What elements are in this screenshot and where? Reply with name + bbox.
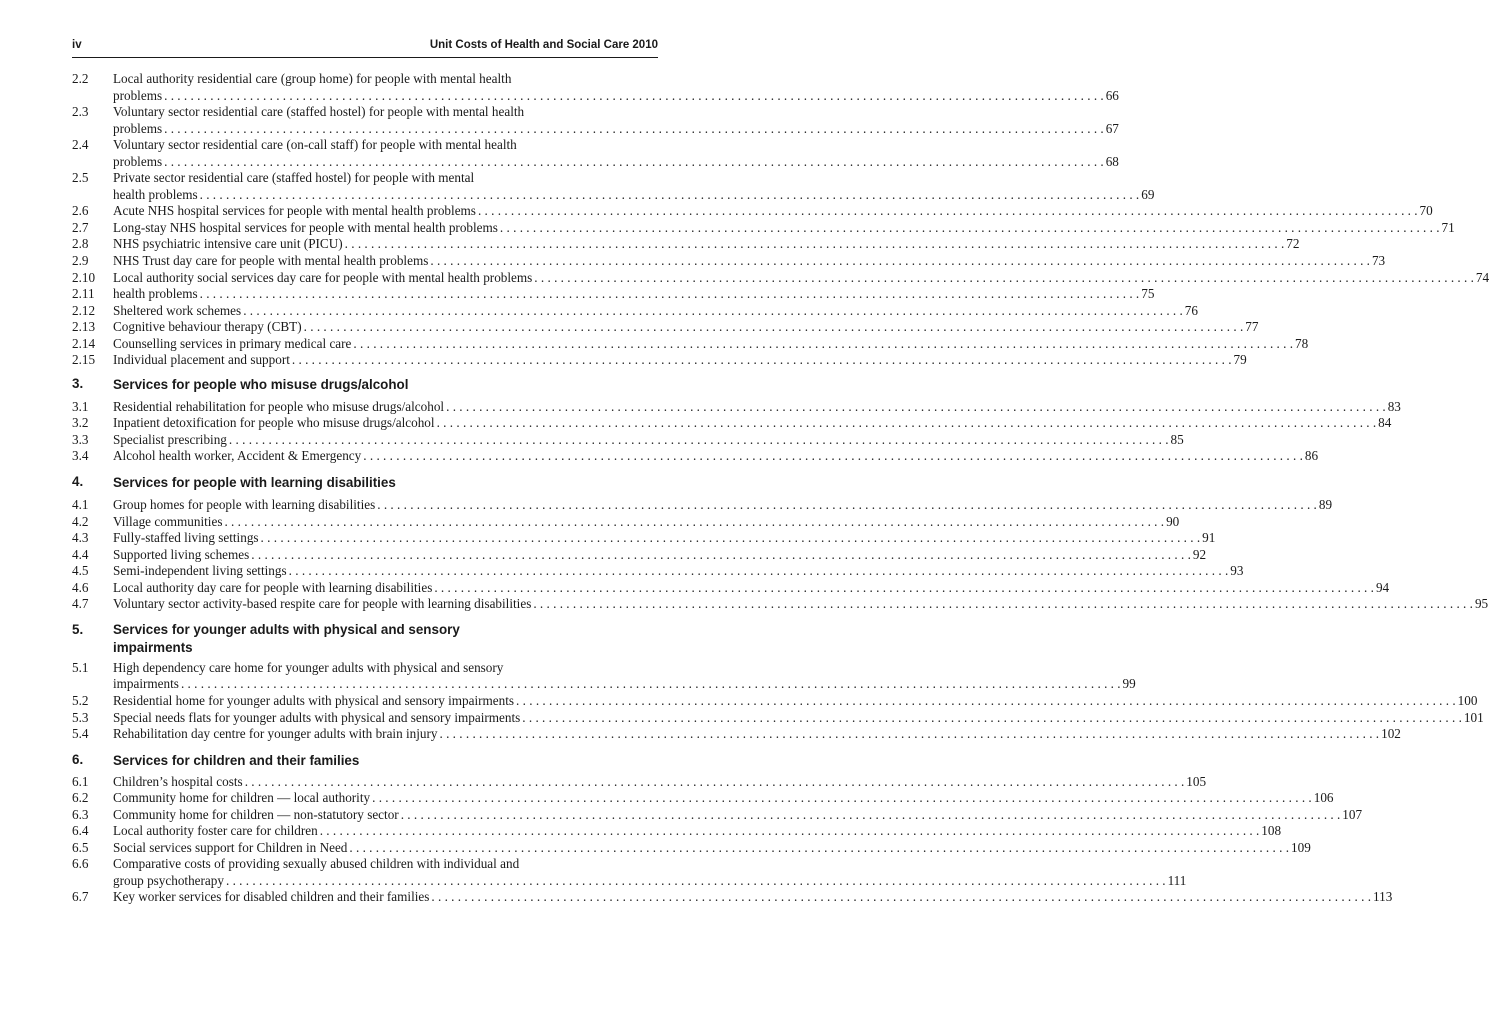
toc-entry[interactable] [72,415,1392,432]
entry-title-line: Comparative costs of providing sexually abused children with individual and [113,856,520,872]
entry-page: 89 [1318,497,1333,513]
toc-entry[interactable] [72,497,1333,514]
dot-leader [429,889,1373,906]
toc-entry[interactable] [72,269,1489,287]
entry-title-line: Local authority residential care (group home) for people with mental health [113,71,512,86]
section-title: Services for children and their families [113,752,360,768]
entry-page: 70 [1419,203,1433,219]
entry-title: Sheltered work schemes [113,302,242,318]
entry-title: Group homes for people with learning disabilities [113,497,376,513]
entry-number: 3.2 [72,415,89,431]
entry-number: 2.13 [72,319,96,335]
entry-page: 86 [1304,448,1319,464]
entry-page: 105 [1186,773,1207,789]
dot-leader [432,580,1376,597]
entry-number: 4.2 [72,513,89,529]
dot-leader [532,270,1476,287]
entry-page: 90 [1166,513,1180,529]
toc-entry[interactable] [72,319,1259,336]
entry-number: 5.3 [72,709,89,725]
toc-entry[interactable] [72,137,1119,170]
dot-leader [179,676,1123,693]
section-title-line: impairments [113,639,193,655]
entry-title: health problems [113,186,198,202]
dot-leader [343,236,1287,253]
dot-leader [243,774,1187,791]
dot-leader [520,710,1464,727]
dot-leader [162,154,1106,171]
toc-entry[interactable] [72,335,1309,353]
toc-entry[interactable] [72,889,1393,906]
toc-entry[interactable] [72,104,1119,137]
entry-page: 83 [1387,398,1401,414]
entry-page: 100 [1457,692,1478,708]
toc-entry[interactable] [72,579,1390,597]
entry-title: group psychotherapy [113,872,224,888]
entry-title: Social services support for Children in Need [113,839,348,855]
entry-page: 95 [1474,596,1489,612]
entry-page: 78 [1295,335,1309,351]
entry-number: 2.4 [72,137,89,153]
entry-page: 66 [1105,87,1119,103]
entry-number: 2.12 [72,302,96,318]
entry-title: Community home for children — local authority [113,790,371,806]
entry-title: Local authority day care for people with learning disabilities [113,579,433,595]
entry-page: 101 [1463,709,1484,725]
entry-page: 84 [1378,415,1392,431]
entry-title: Inpatient detoxification for people who misuse drugs/alcohol [113,415,435,431]
entry-number: 2.11 [72,286,95,302]
dot-leader [318,823,1262,840]
entry-title: Residential home for younger adults with physical and sensory impairments [113,692,515,708]
entry-page: 113 [1373,889,1393,905]
toc-entry[interactable] [72,773,1207,791]
toc-entry[interactable] [72,530,1216,547]
toc-entry[interactable] [72,219,1455,237]
entry-title: Local authority foster care for children [113,823,318,839]
entry-page: 68 [1105,153,1119,169]
entry-title-line: Voluntary sector residential care (on-call staff) for people with mental health [113,137,517,153]
entry-page: 99 [1122,676,1136,692]
toc-entry[interactable] [72,431,1184,449]
toc-entry[interactable] [72,806,1363,824]
entry-page: 106 [1313,790,1334,806]
dot-leader [498,220,1442,237]
entry-number: 5.4 [72,726,89,742]
entry-number: 2.6 [72,203,89,219]
dot-leader [476,203,1420,220]
entry-number: 6.3 [72,806,89,822]
section-title: Services for people with learning disabilities [113,475,396,491]
toc-entry[interactable] [72,236,1300,253]
entry-title: Supported living schemes [113,546,250,562]
entry-number: 4.3 [72,530,89,546]
dot-leader [531,596,1475,613]
dot-leader [361,448,1305,465]
entry-title: Acute NHS hospital services for people with mental health problems [113,203,476,219]
dot-leader [198,187,1142,204]
entry-number: 6.4 [72,823,89,839]
entry-page: 75 [1141,286,1155,302]
entry-page: 67 [1105,120,1119,136]
dot-leader [198,286,1142,303]
dot-leader [162,88,1106,105]
entry-page: 73 [1371,253,1386,269]
dot-leader [375,497,1319,514]
entry-number: 2.10 [72,269,96,285]
entry-number: 6.6 [72,856,89,872]
entry-number: 5.2 [72,692,89,708]
header-rule [72,57,658,58]
toc-entry[interactable] [72,253,1386,270]
entry-number: 2.2 [72,71,89,86]
entry-number: 3.1 [72,398,89,414]
entry-page: 109 [1291,839,1311,855]
entry-number: 2.5 [72,170,89,186]
toc-entry[interactable] [72,71,1119,104]
dot-leader [399,807,1343,824]
entry-number: 6.2 [72,790,89,806]
section-heading[interactable] [72,375,658,399]
toc-entry[interactable] [72,726,1401,743]
dot-leader [351,336,1295,353]
entry-title: Alcohol health worker, Accident & Emergency [113,448,362,464]
entry-number: 5.1 [72,659,89,675]
entry-title: Fully-staffed living settings [113,530,259,546]
section-title: Services for people who misuse drugs/alcohol [113,376,409,392]
dot-leader [435,415,1379,432]
dot-leader [302,319,1246,336]
entry-title: Specialist prescribing [113,431,227,447]
running-header [72,39,658,55]
toc-entry[interactable] [72,398,1401,416]
entry-title: Individual placement and support [113,352,290,368]
entry-number: 2.8 [72,236,89,252]
toc-entry[interactable] [72,790,1334,807]
toc-entry[interactable] [72,448,1319,465]
toc-entry[interactable] [72,659,1136,693]
entry-title: Cognitive behaviour therapy (CBT) [113,319,302,335]
entry-number: 4.4 [72,546,89,562]
dot-leader [370,790,1314,807]
toc-entry[interactable] [72,203,1433,220]
entry-title: health problems [113,286,198,302]
entry-page: 69 [1141,186,1155,202]
entry-number: 4.6 [72,579,89,595]
entry-page: 93 [1230,563,1244,579]
dot-leader [437,726,1381,743]
entry-title-line: High dependency care home for younger adults with physical and sensory [113,659,504,675]
entry-title: Long-stay NHS hospital services for people with mental health problems [113,219,498,235]
entry-title: problems [113,153,163,169]
entry-title: impairments [113,676,179,692]
dot-leader [162,121,1106,138]
section-heading[interactable] [72,473,658,497]
table-of-contents [72,71,1489,906]
entry-page: 91 [1202,530,1216,546]
dot-leader [259,530,1203,547]
entry-number: 4.5 [72,563,89,579]
entry-page: 72 [1286,236,1300,252]
entry-number: 2.7 [72,219,89,235]
entry-number: 2.9 [72,253,89,269]
section-heading[interactable] [72,621,658,660]
entry-number: 6.7 [72,889,89,905]
toc-entry[interactable] [72,596,1489,613]
entry-number: 2.14 [72,335,96,351]
toc-entry[interactable] [72,546,1207,564]
entry-number: 6.5 [72,839,89,855]
entry-title: Semi-independent living settings [113,563,287,579]
running-title: Unit Costs of Health and Social Care 2010 [429,39,658,51]
entry-page: 102 [1381,726,1401,742]
toc-entry[interactable] [72,709,1484,727]
section-number: 6. [72,751,84,767]
entry-title: NHS Trust day care for people with mental health problems [113,253,429,269]
entry-title: Community home for children — non-statutory sector [113,806,399,822]
dot-leader [227,432,1171,449]
dot-leader [224,873,1168,890]
dot-leader [428,253,1372,270]
dot-leader [444,399,1388,416]
toc-entry[interactable] [72,302,1198,320]
section-heading[interactable] [72,751,658,774]
toc-entry[interactable] [72,563,1244,580]
dot-leader [347,840,1291,857]
dot-leader [241,303,1185,320]
entry-title: Village communities [113,513,223,529]
entry-title: Rehabilitation day centre for younger adults with brain injury [113,726,438,742]
entry-page: 79 [1233,352,1247,368]
toc-entry[interactable] [72,692,1478,710]
entry-page: 107 [1342,806,1363,822]
entry-title-line: Private sector residential care (staffed hostel) for people with mental [113,170,475,186]
entry-page: 108 [1261,823,1282,839]
section-number: 4. [72,474,84,490]
entry-title: Residential rehabilitation for people who misuse drugs/alcohol [113,398,445,414]
entry-page: 85 [1170,431,1184,447]
entry-title: Children’s hospital costs [113,773,243,789]
entry-title: problems [113,120,163,136]
entry-title: Local authority social services day care for people with mental health problems [113,269,533,285]
entry-number: 3.3 [72,431,89,447]
entry-number: 4.1 [72,497,89,513]
toc-entry[interactable] [72,839,1311,857]
entry-title: Key worker services for disabled children and their families [113,889,430,905]
toc-entry[interactable] [72,823,1282,840]
entry-page: 71 [1441,219,1455,235]
dot-leader [222,514,1166,531]
entry-title: Special needs flats for younger adults with physical and sensory impairments [113,709,521,725]
entry-page: 77 [1245,319,1259,335]
entry-page: 76 [1184,302,1198,318]
entry-number: 2.15 [72,352,96,368]
entry-page: 74 [1475,269,1489,285]
toc-entry[interactable] [72,856,1187,889]
entry-title: NHS psychiatric intensive care unit (PICU) [113,236,343,252]
section-number: 3. [72,375,84,391]
entry-number: 6.1 [72,773,89,789]
entry-title-line: Voluntary sector residential care (staffed hostel) for people with mental health [113,104,525,120]
entry-title: problems [113,87,163,103]
entry-page: 111 [1167,872,1187,888]
toc-entry[interactable] [72,513,1180,531]
dot-leader [290,352,1234,369]
entry-title: Counselling services in primary medical care [113,335,352,351]
entry-title: Voluntary sector activity-based respite care for people with learning disabilities [113,596,532,612]
entry-number: 3.4 [72,448,89,464]
entry-number: 2.3 [72,104,89,120]
page-number: iv [72,39,82,51]
entry-page: 94 [1375,579,1390,595]
entry-number: 4.7 [72,596,89,612]
section-title-line: Services for younger adults with physical and sensory [113,621,460,637]
dot-leader [249,547,1193,564]
toc-entry[interactable] [72,170,1155,203]
toc-entry[interactable] [72,352,1247,369]
toc-entry[interactable] [72,286,1155,303]
dot-leader [287,563,1231,580]
dot-leader [514,693,1458,710]
entry-page: 92 [1192,546,1207,562]
section-number: 5. [72,621,84,637]
